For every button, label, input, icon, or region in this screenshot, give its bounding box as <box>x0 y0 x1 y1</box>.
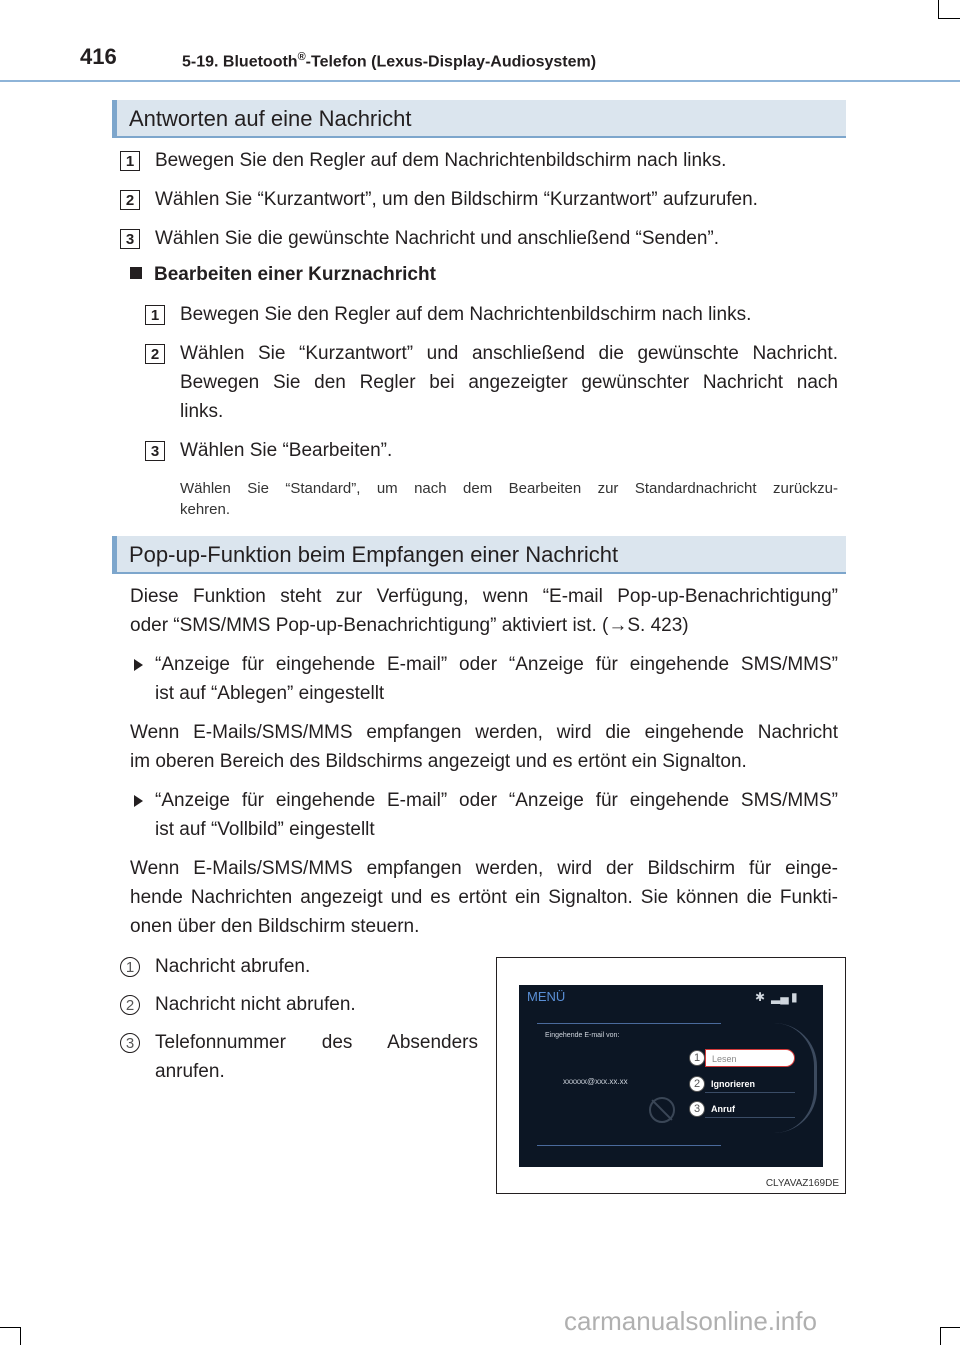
screen-title: Eingehende E-mail von: <box>545 1032 620 1039</box>
screen-figure <box>496 957 846 1194</box>
crop-mark <box>938 0 939 18</box>
step-number: 2 <box>145 344 165 364</box>
bluetooth-icon: ✱ <box>755 990 766 1004</box>
step-number: 2 <box>120 190 140 210</box>
menu-label: MENÜ <box>527 989 566 1004</box>
callout-number: 3 <box>120 1033 140 1053</box>
ignore-option[interactable]: Ignorieren <box>705 1075 795 1093</box>
crop-mark <box>940 1327 960 1328</box>
triangle-bullet-icon <box>134 659 143 671</box>
page-number: 416 <box>80 44 117 69</box>
intro-paragraph: Diese Funktion steht zur Verfügung, wenn “E-mail Pop-up-Benachrichtigung” oder “SMS/MMS Pop-up-Benachrichtigung” aktiviert ist. (→S. 423) <box>130 586 838 636</box>
sender-email: xxxxxx@xxx.xx.xx <box>563 1077 628 1086</box>
callout-number: 2 <box>120 995 140 1015</box>
step-text: Wählen Sie “Kurzantwort” und anschließend die gewünschte Nachricht. Bewegen Sie den Regler bei angezeigter gewünschter Nachricht nach links. <box>180 343 838 422</box>
no-image-icon <box>649 1097 675 1123</box>
callout-text: Nachricht nicht abrufen. <box>155 994 356 1015</box>
option-number: 1 <box>689 1050 705 1066</box>
section-heading-popup: Pop-up-Funktion beim Empfangen einer Nachricht <box>112 536 846 574</box>
bullet-text: “Anzeige für eingehende E-mail” oder “Anzeige für eingehende SMS/MMS” ist auf “Ablegen” eingestellt <box>155 654 838 704</box>
callout-number: 1 <box>120 957 140 977</box>
crop-mark <box>0 1327 20 1328</box>
callout-text: Telefonnummer des Absenders anrufen. <box>155 1032 478 1082</box>
screen-divider <box>537 1145 721 1146</box>
step-text: Wählen Sie “Kurzantwort”, um den Bildschirm “Kurzantwort” aufzurufen. <box>155 189 758 210</box>
step-text: Wählen Sie die gewünschte Nachricht und anschließend “Senden”. <box>155 228 719 249</box>
watermark: carmanualsonline.info <box>564 1306 817 1336</box>
header-rule <box>0 80 960 82</box>
option-number: 3 <box>689 1101 705 1117</box>
step-number: 3 <box>120 229 140 249</box>
step-text: Wählen Sie “Bearbeiten”. <box>180 440 393 461</box>
figure-code: CLYAVAZ169DE <box>765 1178 839 1189</box>
bullet-text: “Anzeige für eingehende E-mail” oder “Anzeige für eingehende SMS/MMS” ist auf “Vollbild” eingestellt <box>155 790 838 840</box>
call-option[interactable]: Anruf <box>705 1100 795 1118</box>
screen-divider <box>537 1023 721 1024</box>
paragraph: Wenn E-Mails/SMS/MMS empfangen werden, wird die eingehende Nachricht im oberen Bereich des Bildschirms angezeigt und es ertönt ein Signalton. <box>130 722 838 772</box>
running-head: 5-19. Bluetooth®-Telefon (Lexus-Display-Audiosystem) <box>182 51 597 71</box>
callout-text: Nachricht abrufen. <box>155 956 311 977</box>
square-bullet-icon <box>130 267 142 279</box>
battery-icon: ▮ <box>791 990 798 1004</box>
step-number: 1 <box>145 305 165 325</box>
step-number: 1 <box>120 151 140 171</box>
crop-mark <box>940 1327 941 1345</box>
note-text: Wählen Sie “Standard”, um nach dem Bearbeiten zur Standardnachricht zurückzu- kehren. <box>180 480 838 518</box>
section-heading-reply: Antworten auf eine Nachricht <box>112 100 846 138</box>
signal-icon: ▂▄ <box>771 990 789 1004</box>
option-number: 2 <box>689 1076 705 1092</box>
crop-mark <box>938 18 960 19</box>
display-screen <box>519 985 823 1167</box>
step-text: Bewegen Sie den Regler auf dem Nachrichtenbildschirm nach links. <box>155 150 727 171</box>
crop-mark <box>20 1327 21 1345</box>
step-text: Bewegen Sie den Regler auf dem Nachrichtenbildschirm nach links. <box>180 304 752 325</box>
read-option[interactable]: Lesen <box>705 1049 795 1067</box>
step-number: 3 <box>145 441 165 461</box>
subsection-title: Bearbeiten einer Kurznachricht <box>130 264 436 286</box>
paragraph: Wenn E-Mails/SMS/MMS empfangen werden, wird der Bildschirm für einge- hende Nachrichten angezeigt und es ertönt ein Signalton. Sie können die Funkti- onen über den Bildschirm steuern. <box>130 858 838 937</box>
triangle-bullet-icon <box>134 795 143 807</box>
